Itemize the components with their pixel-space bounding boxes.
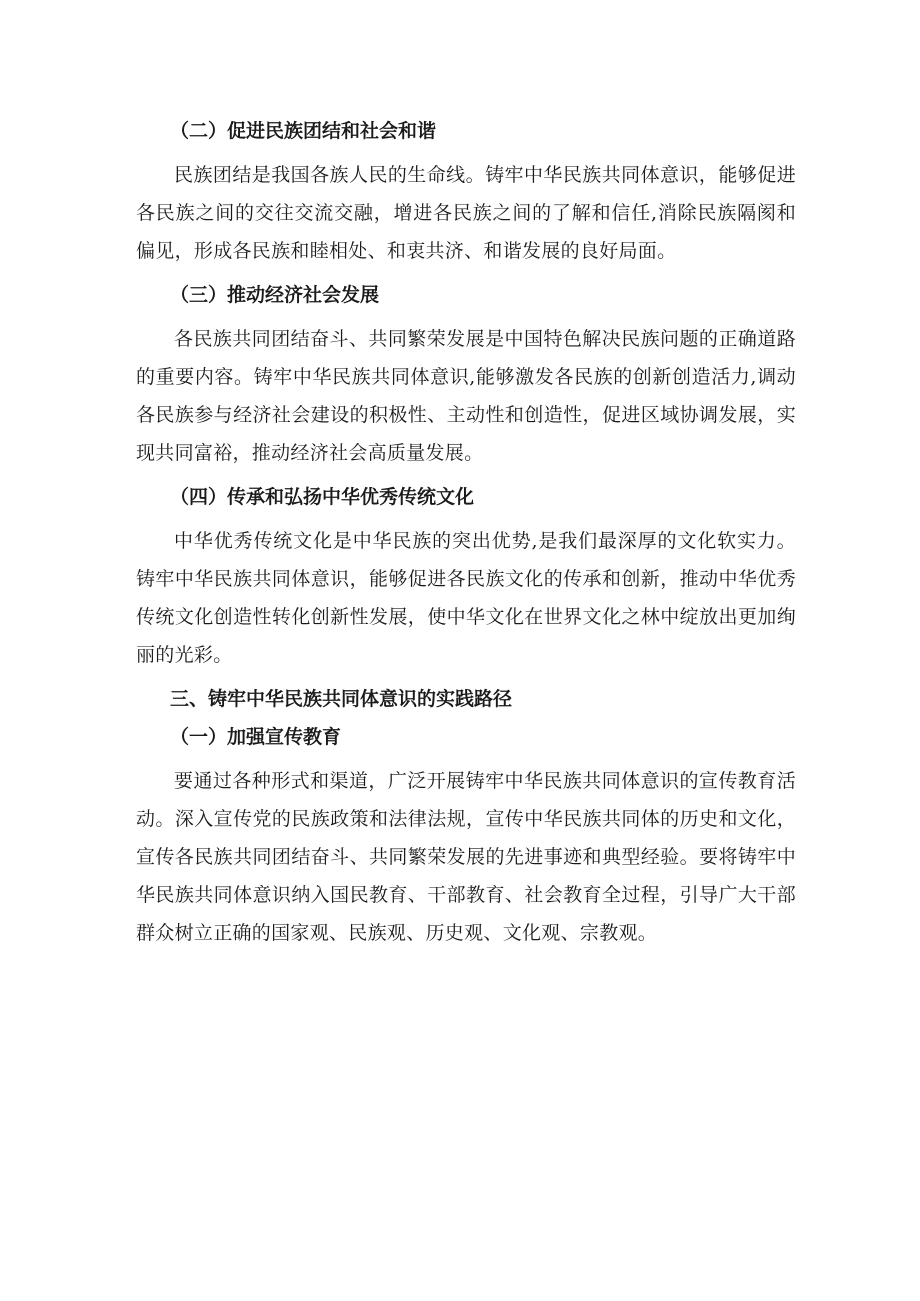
subsection-paragraph-1: 要通过各种形式和渠道，广泛开展铸牢中华民族共同体意识的宣传教育活动。深入宣传党的民族政策和法律法规，宣传中华民族共同体的历史和文化，宣传各民族共同团结奋斗、共同繁荣发展的先进事迹和典型经验。要将铸牢中华民族共同体意识纳入国民教育、干部教育、社会教育全过程，引导广大干部群众树立正确的国家观、民族观、历史观、文化观、宗教观。 — [136, 770, 796, 944]
part-heading: 三、铸牢中华民族共同体意识的实践路径 — [170, 688, 513, 710]
section-heading-4: （四）传承和弘扬中华优秀传统文化 — [170, 486, 475, 508]
section-paragraph-2: 民族团结是我国各族人民的生命线。铸牢中华民族共同体意识，能够促进各民族之间的交往交流交融，增进各民族之间的了解和信任,消除民族隔阂和偏见，形成各民族和睦相处、和衷共济、和谐发展的良好局面。 — [136, 164, 796, 262]
section-paragraph-3: 各民族共同团结奋斗、共同繁荣发展是中国特色解决民族问题的正确道路的重要内容。铸牢中华民族共同体意识,能够激发各民族的创新创造活力,调动各民族参与经济社会建设的积极性、主动性和创造性，促进区域协调发展，实现共同富裕，推动经济社会高质量发展。 — [136, 328, 796, 464]
section-paragraph-4: 中华优秀传统文化是中华民族的突出优势,是我们最深厚的文化软实力。铸牢中华民族共同体意识，能够促进各民族文化的传承和创新，推动中华优秀传统文化创造性转化创新性发展，使中华文化在世界文化之林中绽放出更加绚丽的光彩。 — [136, 530, 796, 666]
section-heading-2: （二）促进民族团结和社会和谐 — [170, 120, 437, 142]
section-heading-3: （三）推动经济社会发展 — [170, 284, 380, 306]
document-body — [136, 112, 796, 958]
subsection-heading-1: （一）加强宣传教育 — [170, 726, 342, 748]
